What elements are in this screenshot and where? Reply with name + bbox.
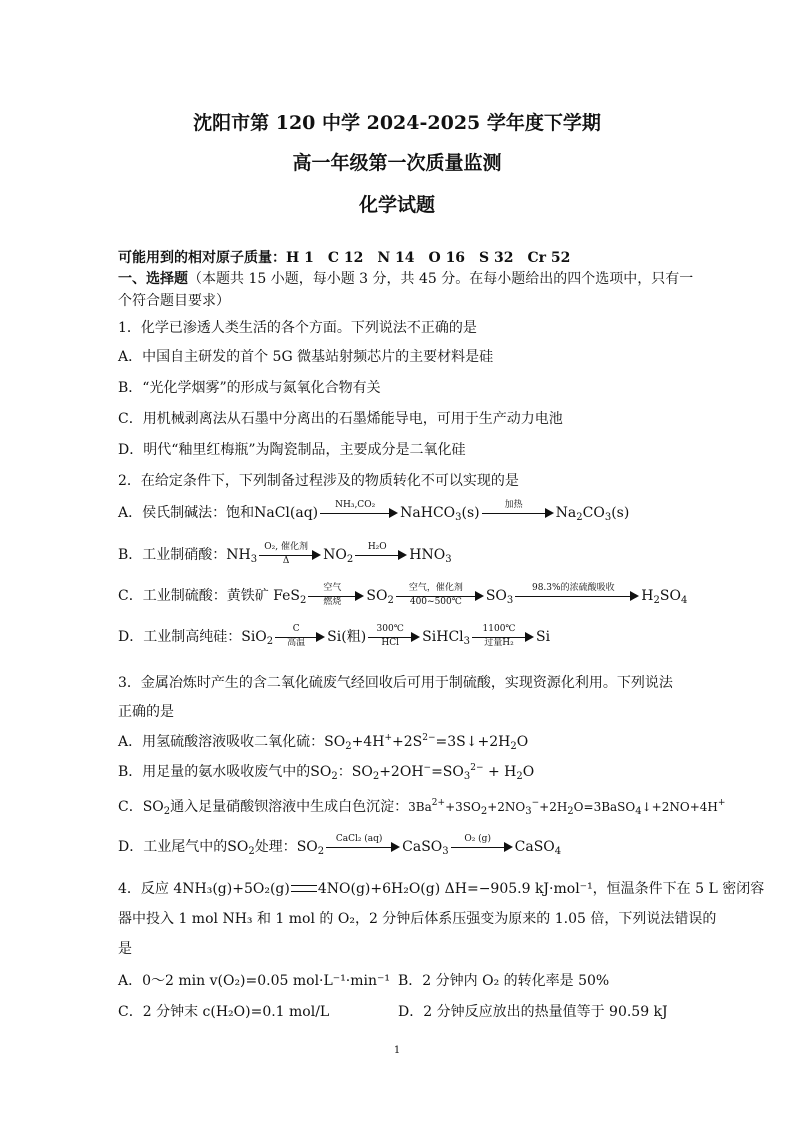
q2-b-formula-3: $HNO_3$ bbox=[409, 547, 452, 565]
q2-c-formula-4: $H_2SO_4$ bbox=[641, 588, 688, 606]
arrow-condition-below: 过量H₂ bbox=[484, 638, 514, 648]
q2-c-label: C．工业制硫酸：黄铁矿 bbox=[118, 588, 269, 604]
arrow-condition: 空气，催化剂 bbox=[408, 583, 463, 593]
q2-d-formula-4: Si bbox=[536, 629, 551, 645]
q4-stem-3: 是 bbox=[118, 941, 132, 957]
q2-b-formula-2: $NO_2$ bbox=[323, 547, 354, 565]
q2-d-formula-3: SiHCl$_3$ bbox=[422, 629, 471, 647]
q4-option-c: C．2 分钟末 c(H₂O)=0.1 mol/L bbox=[118, 1004, 330, 1020]
reaction-arrow bbox=[451, 834, 513, 860]
q3-c-equation: $3Ba^{2+}+3SO_2+2NO_3^-+2H_2O=3BaSO_4↓+2NO+4H^+$ bbox=[408, 798, 726, 817]
school-title: 沈阳市第 120 中学 2024-2025 学年度下学期 bbox=[193, 112, 601, 134]
q1-option-c: C．用机械剥离法从石墨中分离出的石墨烯能导电，可用于生产动力电池 bbox=[118, 411, 563, 427]
crude-label: (粗) bbox=[341, 629, 367, 645]
q2-option-c bbox=[118, 583, 687, 609]
arrow-condition: O₂, 催化剂 bbox=[264, 542, 308, 552]
reaction-arrow bbox=[275, 624, 325, 650]
q3-stem-1: 3．金属冶炼时产生的含二氧化硫废气经回收后可用于制硫酸，实现资源化利用。下列说法 bbox=[118, 675, 673, 691]
q1-option-b: B．“光化学烟雾”的形成与氮氧化合物有关 bbox=[118, 380, 381, 396]
q3-d-formula-2: CaSO$_3$ bbox=[402, 839, 449, 857]
page-number: 1 bbox=[393, 1045, 401, 1056]
q1-option-d: D．明代“釉里红梅瓶”为陶瓷制品，主要成分是二氧化硅 bbox=[118, 442, 466, 458]
q3-option-a bbox=[118, 731, 528, 751]
reaction-arrow bbox=[308, 583, 364, 609]
q4-stem-2: 器中投入 1 mol NH₃ 和 1 mol 的 O₂，2 分钟后体系压强变为原来的 1.05 倍，下列说法错误的 bbox=[118, 911, 717, 927]
reaction-arrow bbox=[355, 542, 407, 568]
q2-c-formula-3: $SO_3$ bbox=[485, 588, 514, 606]
atomic-masses: 可能用到的相对原子质量：H 1 C 12 N 14 O 16 S 32 Cr 52 bbox=[118, 250, 571, 266]
q4-stem-dh: ΔH=−905.9 kJ·mol⁻¹，恒温条件下在 5 L 密闭容 bbox=[444, 881, 765, 897]
reaction-arrow bbox=[320, 500, 398, 526]
exam-name: 高一年级第一次质量监测 bbox=[292, 152, 502, 174]
q1-option-a: A．中国自主研发的首个 5G 微基站射频芯片的主要材料是硅 bbox=[118, 349, 494, 365]
q3-option-b bbox=[118, 761, 534, 781]
q3-option-c bbox=[118, 796, 725, 816]
q3-d-text: 处理： bbox=[254, 839, 297, 855]
q2-b-formula-1: $NH_3$ bbox=[226, 547, 258, 565]
q4-stem-start: 4．反应 4NH₃(g)+5O₂(g) bbox=[118, 881, 290, 897]
reaction-arrow bbox=[396, 583, 484, 609]
q3-b-label: B．用足量的氨水吸收废气中的 bbox=[118, 764, 311, 780]
arrow-condition-below: 高温 bbox=[287, 638, 306, 648]
q2-option-d bbox=[118, 624, 550, 650]
arrow-condition-below: Δ bbox=[282, 556, 290, 566]
q2-d-formula-2: Si(粗) bbox=[327, 629, 367, 645]
arrow-condition: O₂ (g) bbox=[464, 834, 491, 844]
q2-c-formula-1: FeS$_2$ bbox=[268, 588, 307, 606]
section-desc-1: （本题共 15 小题，每小题 3 分，共 45 分。在每小题给出的四个选项中，只有一 bbox=[188, 271, 694, 287]
arrow-condition: NH₃,CO₂ bbox=[335, 500, 376, 510]
q2-option-a bbox=[118, 500, 629, 526]
q3-c-label: C． bbox=[118, 799, 143, 815]
q3-a-equation: $SO_2+4H^++2S^{2-}=3S↓+2H_2O$ bbox=[324, 733, 529, 752]
q4-option-a: A．0～2 min v(O₂)=0.05 mol·L⁻¹·min⁻¹ bbox=[118, 973, 391, 989]
arrow-condition: H₂O bbox=[367, 542, 387, 552]
q3-a-label: A．用氢硫酸溶液吸收二氧化硫： bbox=[118, 734, 325, 750]
arrow-condition-below: 400~500℃ bbox=[409, 597, 462, 607]
q3-d-formula: $SO_2$ bbox=[227, 839, 255, 857]
q2-d-label: D．工业制高纯硅： bbox=[118, 629, 242, 645]
q3-option-d bbox=[118, 834, 561, 860]
arrow-condition-below: HCl bbox=[381, 638, 399, 648]
arrow-condition: 1100℃ bbox=[482, 624, 516, 634]
q3-d-label: D．工业尾气中的 bbox=[118, 839, 228, 855]
q3-stem-2: 正确的是 bbox=[118, 704, 174, 720]
reaction-arrow bbox=[259, 542, 321, 568]
reaction-arrow bbox=[482, 500, 554, 526]
section-header bbox=[118, 268, 693, 288]
q3-d-formula-3: CaSO$_4$ bbox=[514, 839, 562, 857]
q4-stem-mid: 4NO(g)+6H₂O(g) bbox=[317, 881, 441, 897]
q2-stem: 2．在给定条件下，下列制备过程涉及的物质转化不可以实现的是 bbox=[118, 473, 519, 489]
arrow-condition: 空气 bbox=[323, 583, 342, 593]
arrow-condition-below: 燃烧 bbox=[323, 597, 342, 607]
q3-c-text: 通入足量硝酸钡溶液中生成白色沉淀： bbox=[170, 799, 409, 815]
q2-c-formula-2: $SO_2$ bbox=[366, 588, 394, 606]
arrow-condition: 98.3%的浓硫酸吸收 bbox=[531, 583, 615, 593]
equilibrium-arrow-icon bbox=[290, 882, 318, 896]
q3-c-formula: $SO_2$ bbox=[142, 799, 171, 817]
q2-a-formula-3: $Na_2CO_3(s)$ bbox=[555, 505, 630, 523]
arrow-condition: C bbox=[292, 624, 300, 634]
q2-option-b bbox=[118, 542, 452, 568]
q4-stem-1 bbox=[118, 878, 764, 898]
section-title: 一、选择题 bbox=[118, 271, 188, 287]
q3-d-formula-1: $SO_2$ bbox=[296, 839, 325, 857]
q2-b-label: B．工业制硝酸： bbox=[118, 547, 227, 563]
q4-option-b: B．2 分钟内 O₂ 的转化率是 50% bbox=[398, 973, 610, 989]
reaction-arrow bbox=[472, 624, 534, 650]
q2-a-formula-2: NaHCO$_3$(s) bbox=[400, 505, 480, 523]
arrow-condition: 加热 bbox=[504, 500, 523, 510]
q2-d-formula-1: SiO$_2$ bbox=[241, 629, 274, 647]
q4-option-d: D．2 分钟反应放出的热量值等于 90.59 kJ bbox=[398, 1004, 668, 1020]
reaction-arrow bbox=[368, 624, 420, 650]
q1-stem: 1．化学已渗透人类生活的各个方面。下列说法不正确的是 bbox=[118, 320, 477, 336]
section-desc-2: 个符合题目要求） bbox=[118, 293, 230, 309]
q3-b-equation: $SO_2$：$SO_2+2OH^-=SO_3^{2-} + H_2O$ bbox=[310, 763, 535, 782]
q2-a-formula-1: NaCl(aq) bbox=[254, 505, 319, 521]
subject-title: 化学试题 bbox=[358, 194, 435, 216]
reaction-arrow bbox=[326, 834, 400, 860]
arrow-condition: CaCl₂ (aq) bbox=[335, 834, 383, 844]
reaction-arrow bbox=[515, 583, 639, 609]
q2-a-label: A．侯氏制碱法：饱和 bbox=[118, 505, 255, 521]
arrow-condition: 300℃ bbox=[376, 624, 404, 634]
